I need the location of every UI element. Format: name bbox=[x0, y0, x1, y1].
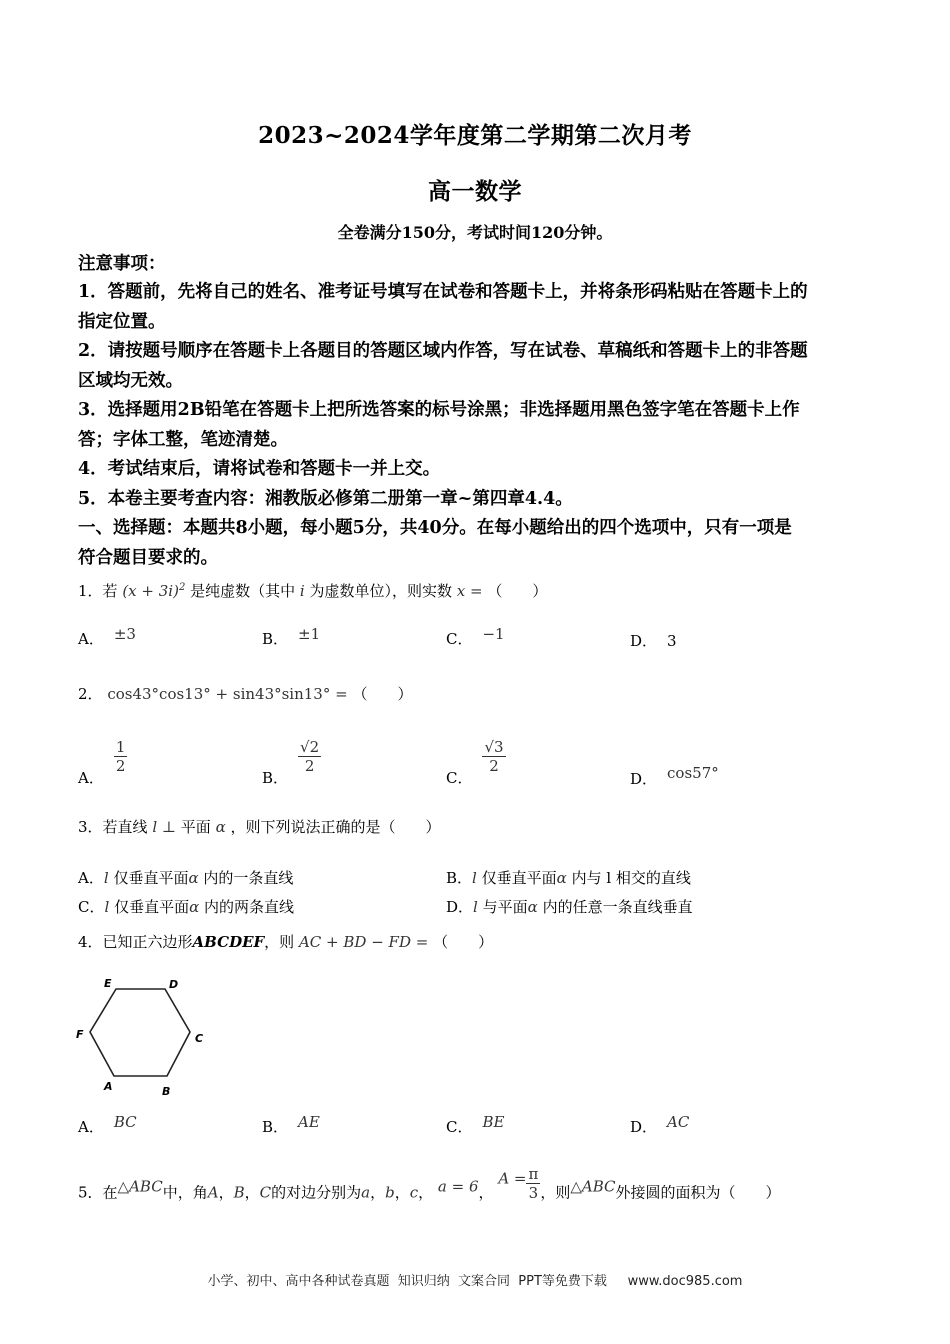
q3-option-b[interactable]: B．l 仅垂直平面α 内与 l 相交的直线 bbox=[446, 869, 691, 887]
q4-option-d[interactable]: D． AC bbox=[630, 1113, 690, 1136]
exam-info: 全卷满分150分，考试时间120分钟。 bbox=[337, 223, 613, 242]
q1-option-a[interactable]: A． ±3 bbox=[78, 625, 136, 648]
q2-option-b[interactable]: B． $\frac{√2}{2}$ bbox=[262, 738, 320, 787]
q1-option-b[interactable]: B． ±1 bbox=[262, 625, 321, 648]
section-heading: 符合题目要求的。 bbox=[78, 548, 218, 568]
q3-option-a[interactable]: A．l 仅垂直平面α 内的一条直线 bbox=[78, 869, 294, 887]
q2-option-a[interactable]: A． $\frac{1}{2}$ bbox=[78, 738, 126, 787]
vertex-label-f: F bbox=[76, 1028, 84, 1041]
q1-option-d[interactable]: D． 3 bbox=[630, 632, 677, 650]
q4-option-c[interactable]: C． BE bbox=[446, 1113, 505, 1136]
q4-option-b[interactable]: B． AE bbox=[262, 1113, 320, 1136]
vertex-label-e: E bbox=[104, 977, 112, 990]
q4-option-a[interactable]: A． BC bbox=[78, 1113, 137, 1136]
q1-option-c[interactable]: C． −1 bbox=[446, 625, 505, 648]
question-1: 1．若 $(x + 3i)^2$ 是纯虚数（其中 i 为虚数单位），则实数 x = （ ） bbox=[78, 582, 548, 600]
hexagon-figure bbox=[70, 970, 220, 1105]
q3-option-d[interactable]: D．l 与平面α 内的任意一条直线垂直 bbox=[446, 898, 693, 916]
notice-heading: 注意事项： bbox=[78, 254, 166, 274]
question-2: 2． cos43°cos13° + sin43°sin13° = （ ） bbox=[78, 685, 413, 703]
q2-option-d[interactable]: D． cos57° bbox=[630, 764, 719, 788]
notice-line: 2．请按题号顺序在答题卡上各题目的答题区域内作答，写在试卷、草稿纸和答题卡上的非答题 bbox=[78, 341, 808, 361]
subject-title: 高一数学 bbox=[428, 178, 522, 205]
question-4: 4．已知正六边形ABCDEF，则 AC + BD − FD = （ ） bbox=[78, 933, 494, 951]
section-heading: 一、选择题：本题共8小题，每小题5分，共40分。在每小题给出的四个选项中，只有一项是 bbox=[78, 518, 792, 538]
notice-line: 指定位置。 bbox=[78, 312, 166, 332]
vertex-label-c: C bbox=[195, 1032, 204, 1045]
vertex-label-a: A bbox=[104, 1080, 113, 1093]
question-3: 3．若直线 l ⊥ 平面 α ，则下列说法正确的是（ ） bbox=[78, 818, 441, 836]
question-5: 5．在△ABC中，角A，B，C的对边分别为a，b，c， a = 6， A = $\frac{\pi}{3}$ ，则△ABC外接圆的面积为（ ） bbox=[78, 1165, 781, 1202]
hexagon-shape bbox=[90, 989, 190, 1076]
notice-line: 3．选择题用2B铅笔在答题卡上把所选答案的标号涂黑；非选择题用黑色签字笔在答题卡上作 bbox=[78, 400, 800, 420]
page-footer: 小学、初中、高中各种试卷真题 知识归纳 文案合同 PPT等免费下载 www.doc985.com bbox=[207, 1274, 743, 1289]
q2-option-c[interactable]: C． $\frac{√3}{2}$ bbox=[446, 738, 504, 787]
exam-title: 2023~2024学年度第二学期第二次月考 bbox=[258, 122, 692, 149]
notice-line: 答；字体工整，笔迹清楚。 bbox=[78, 430, 288, 450]
notice-line: 区域均无效。 bbox=[78, 371, 183, 391]
notice-line: 4．考试结束后，请将试卷和答题卡一并上交。 bbox=[78, 459, 441, 479]
notice-line: 1．答题前，先将自己的姓名、准考证号填写在试卷和答题卡上，并将条形码粘贴在答题卡上的 bbox=[78, 282, 808, 302]
vertex-label-b: B bbox=[162, 1085, 171, 1098]
q3-option-c[interactable]: C．l 仅垂直平面α 内的两条直线 bbox=[78, 898, 295, 916]
vertex-label-d: D bbox=[169, 978, 179, 991]
notice-line: 5．本卷主要考查内容：湘教版必修第二册第一章~第四章4.4。 bbox=[78, 489, 573, 509]
